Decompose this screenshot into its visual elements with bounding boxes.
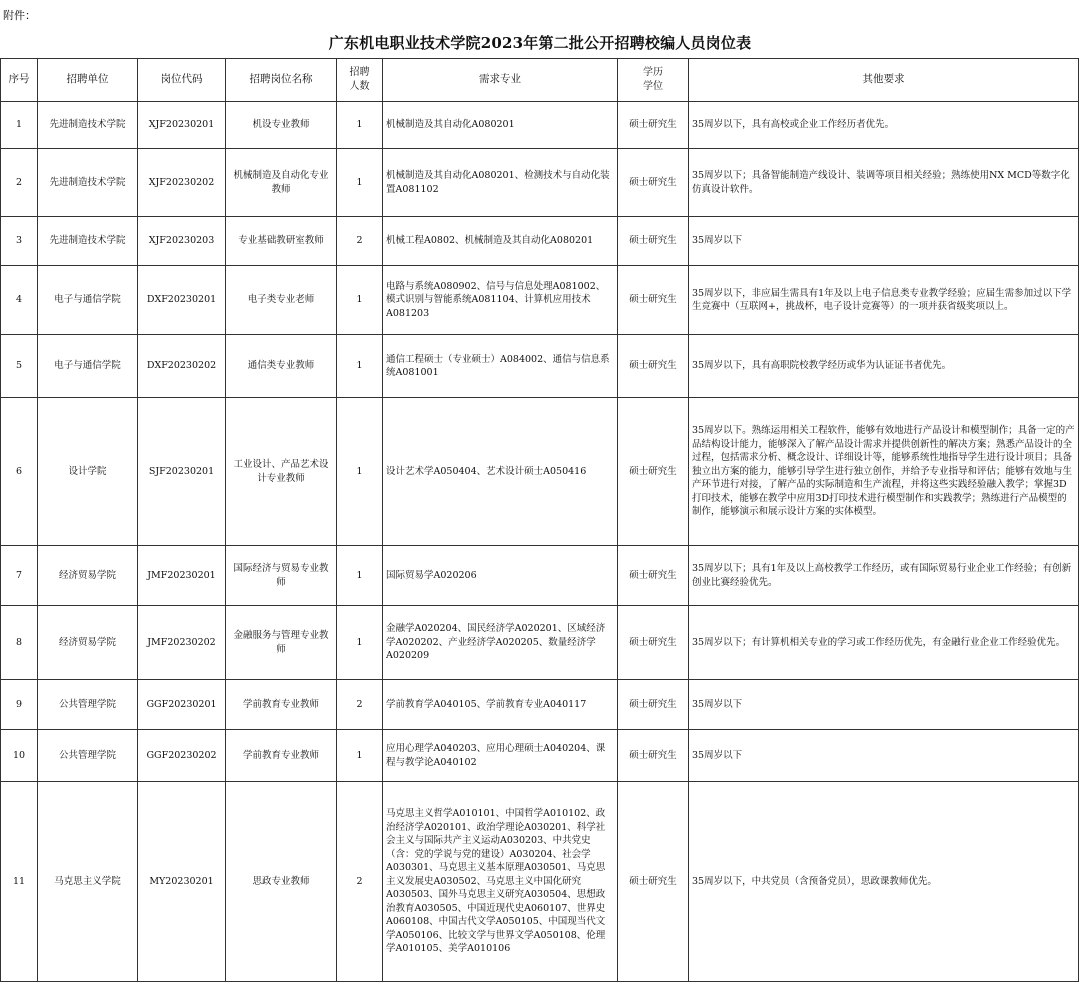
table-row: [1, 782, 1079, 982]
cell-degree: 硕士研究生: [618, 606, 689, 680]
cell-code: GGF20230202: [138, 730, 226, 782]
cell-unit: 设计学院: [38, 398, 138, 546]
cell-code: DXF20230201: [138, 266, 226, 335]
header-position: 招聘岗位名称: [226, 59, 337, 102]
cell-unit: 先进制造技术学院: [38, 217, 138, 266]
header-other: 其他要求: [689, 59, 1079, 102]
header-seq: 序号: [1, 59, 38, 102]
cell-degree: 硕士研究生: [618, 266, 689, 335]
table-row: [1, 102, 1079, 149]
cell-seq: 4: [1, 266, 38, 335]
cell-major: 马克思主义哲学A010101、中国哲学A010102、政治经济学A020101、政治学理论A030201、科学社会主义与国际共产主义运动A030203、中共党史（含：党的学说与党的建设）A030204、社会学A030301、马克思主义基本原理A030501、马克思主义发展史A030502、马克思主义中国化研究A030503、国外马克思主义研究A030504、思想政治教育A030505、中国近现代史A060107、世界史A060108、中国古代文学A050105、中国现当代文学A050106、比较文学与世界文学A050108、伦理学A010105、美学A010106: [383, 782, 618, 982]
cell-position: 机械制造及自动化专业教师: [226, 149, 337, 217]
cell-other: 35周岁以下，中共党员（含预备党员），思政课教师优先。: [689, 782, 1079, 982]
cell-seq: 11: [1, 782, 38, 982]
table-row: [1, 730, 1079, 782]
header-unit: 招聘单位: [38, 59, 138, 102]
table-row: [1, 149, 1079, 217]
cell-position: 工业设计、产品艺术设计专业教师: [226, 398, 337, 546]
header-count-line1: 招聘: [349, 67, 370, 78]
table-row: [1, 606, 1079, 680]
cell-unit: 公共管理学院: [38, 680, 138, 730]
cell-unit: 公共管理学院: [38, 730, 138, 782]
cell-unit: 经济贸易学院: [38, 546, 138, 606]
cell-other: 35周岁以下，具有高职院校教学经历或华为认证证书者优先。: [689, 335, 1079, 398]
cell-count: 1: [337, 398, 383, 546]
cell-major: 通信工程硕士（专业硕士）A084002、通信与信息系统A081001: [383, 335, 618, 398]
table-header-row: [1, 59, 1079, 102]
cell-code: MY20230201: [138, 782, 226, 982]
cell-major: 设计艺术学A050404、艺术设计硕士A050416: [383, 398, 618, 546]
cell-count: 2: [337, 217, 383, 266]
cell-other: 35周岁以下: [689, 730, 1079, 782]
cell-position: 金融服务与管理专业教师: [226, 606, 337, 680]
attachment-label: 附件：: [3, 9, 36, 22]
cell-seq: 5: [1, 335, 38, 398]
cell-degree: 硕士研究生: [618, 546, 689, 606]
cell-count: 1: [337, 730, 383, 782]
cell-position: 国际经济与贸易专业教师: [226, 546, 337, 606]
cell-other: 35周岁以下: [689, 680, 1079, 730]
cell-major: 学前教育学A040105、学前教育专业A040117: [383, 680, 618, 730]
cell-position: 学前教育专业教师: [226, 730, 337, 782]
cell-unit: 马克思主义学院: [38, 782, 138, 982]
cell-other: 35周岁以下；具有1年及以上高校教学工作经历，或有国际贸易行业企业工作经验；有创新创业比赛经验优先。: [689, 546, 1079, 606]
cell-code: JMF20230202: [138, 606, 226, 680]
header-degree-line1: 学历: [643, 67, 663, 78]
cell-unit: 电子与通信学院: [38, 266, 138, 335]
cell-unit: 先进制造技术学院: [38, 102, 138, 149]
cell-code: JMF20230201: [138, 546, 226, 606]
table-row: [1, 680, 1079, 730]
cell-code: DXF20230202: [138, 335, 226, 398]
cell-count: 2: [337, 680, 383, 730]
cell-seq: 6: [1, 398, 38, 546]
header-degree-line2: 学位: [643, 81, 663, 92]
cell-other: 35周岁以下，具有高校或企业工作经历者优先。: [689, 102, 1079, 149]
cell-major: 机械制造及其自动化A080201: [383, 102, 618, 149]
cell-code: GGF20230201: [138, 680, 226, 730]
cell-count: 1: [337, 606, 383, 680]
cell-major: 金融学A020204、国民经济学A020201、区域经济学A020202、产业经济学A020205、数量经济学A020209: [383, 606, 618, 680]
cell-major: 应用心理学A040203、应用心理硕士A040204、课程与教学论A040102: [383, 730, 618, 782]
header-count-line2: 人数: [349, 81, 370, 92]
cell-degree: 硕士研究生: [618, 217, 689, 266]
cell-count: 1: [337, 335, 383, 398]
cell-code: XJF20230203: [138, 217, 226, 266]
cell-position: 思政专业教师: [226, 782, 337, 982]
cell-unit: 电子与通信学院: [38, 335, 138, 398]
header-major: 需求专业: [383, 59, 618, 102]
cell-code: XJF20230201: [138, 102, 226, 149]
cell-seq: 3: [1, 217, 38, 266]
cell-count: 2: [337, 782, 383, 982]
cell-major: 国际贸易学A020206: [383, 546, 618, 606]
cell-other: 35周岁以下；具备智能制造产线设计、装调等项目相关经验；熟练使用NX MCD等数字化仿真设计软件。: [689, 149, 1079, 217]
position-table: [0, 58, 1079, 982]
cell-major: 机械制造及其自动化A080201、检测技术与自动化装置A081102: [383, 149, 618, 217]
cell-count: 1: [337, 546, 383, 606]
header-code: 岗位代码: [138, 59, 226, 102]
cell-seq: 8: [1, 606, 38, 680]
header-degree: [618, 59, 689, 102]
cell-unit: 经济贸易学院: [38, 606, 138, 680]
cell-unit: 先进制造技术学院: [38, 149, 138, 217]
cell-code: SJF20230201: [138, 398, 226, 546]
header-count: [337, 59, 383, 102]
table-row: [1, 266, 1079, 335]
cell-position: 通信类专业教师: [226, 335, 337, 398]
cell-other: 35周岁以下；有计算机相关专业的学习或工作经历优先，有金融行业企业工作经验优先。: [689, 606, 1079, 680]
cell-seq: 10: [1, 730, 38, 782]
table-row: [1, 398, 1079, 546]
cell-seq: 1: [1, 102, 38, 149]
cell-other: 35周岁以下: [689, 217, 1079, 266]
cell-degree: 硕士研究生: [618, 149, 689, 217]
cell-count: 1: [337, 102, 383, 149]
cell-count: 1: [337, 266, 383, 335]
cell-degree: 硕士研究生: [618, 680, 689, 730]
page-title: 广东机电职业技术学院2023年第二批公开招聘校编人员岗位表: [328, 34, 752, 52]
table-row: [1, 335, 1079, 398]
cell-other: 35周岁以下。熟练运用相关工程软件，能够有效地进行产品设计和模型制作；具备一定的产品结构设计能力，能够深入了解产品设计需求并提供创新性的解决方案；熟悉产品设计的全过程，包括需求分析、概念设计、详细设计等，能够系统性地指导学生进行设计项目；具备独立出方案的能力，能够引导学生进行独立创作，并给予专业指导和评估；能够有效地与生产环节进行对接，了解产品的实际制造和生产流程，并将这些实践经验融入教学；掌握3D打印技术，能够在教学中应用3D打印技术进行模型制作和实践教学；熟练进行产品模型的制作，能够演示和展示设计方案的实体模型。: [689, 398, 1079, 546]
cell-position: 机设专业教师: [226, 102, 337, 149]
cell-count: 1: [337, 149, 383, 217]
table-row: [1, 546, 1079, 606]
cell-position: 学前教育专业教师: [226, 680, 337, 730]
table-row: [1, 217, 1079, 266]
cell-degree: 硕士研究生: [618, 335, 689, 398]
cell-position: 专业基础教研室教师: [226, 217, 337, 266]
cell-seq: 2: [1, 149, 38, 217]
cell-degree: 硕士研究生: [618, 782, 689, 982]
cell-degree: 硕士研究生: [618, 730, 689, 782]
cell-degree: 硕士研究生: [618, 102, 689, 149]
cell-seq: 9: [1, 680, 38, 730]
cell-major: 机械工程A0802、机械制造及其自动化A080201: [383, 217, 618, 266]
cell-position: 电子类专业老师: [226, 266, 337, 335]
cell-other: 35周岁以下，非应届生需具有1年及以上电子信息类专业教学经验；应届生需参加过以下学生竞赛中（互联网+，挑战杯，电子设计竞赛等）的一项并获省级奖项以上。: [689, 266, 1079, 335]
cell-seq: 7: [1, 546, 38, 606]
cell-major: 电路与系统A080902、信号与信息处理A081002、模式识别与智能系统A081104、计算机应用技术A081203: [383, 266, 618, 335]
cell-code: XJF20230202: [138, 149, 226, 217]
cell-degree: 硕士研究生: [618, 398, 689, 546]
